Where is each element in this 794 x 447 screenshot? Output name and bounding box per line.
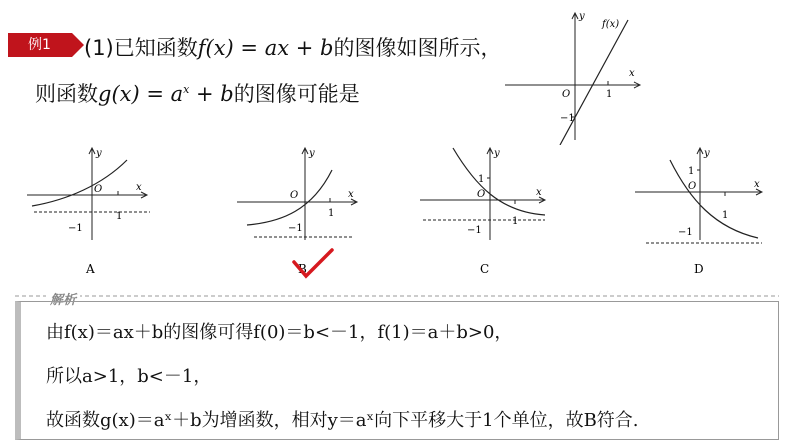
option-b-x-label: x	[348, 189, 354, 200]
option-d-x-label: x	[754, 179, 760, 190]
option-c-tick-neg1: −1	[467, 225, 482, 236]
option-a-tick-neg1: −1	[68, 223, 83, 234]
question-line-1: (1)已知函数f(x) = ax + b的图像如图所示，	[84, 36, 502, 60]
given-tick-1: 1	[606, 89, 613, 100]
option-b-tick-neg1: −1	[288, 223, 303, 234]
option-d-tick-neg1: −1	[678, 227, 693, 238]
solution-line-1: 由f(x)＝ax＋b的图像可得f(0)＝b<－1，f(1)＝a＋b>0，	[46, 322, 513, 343]
solution-line-2: 所以a>1，b<－1，	[46, 366, 212, 387]
example-tag: 例1	[8, 33, 72, 57]
option-b-tick-1: 1	[328, 208, 335, 219]
option-b-letter: B	[298, 262, 307, 276]
option-c-tick-1: 1	[512, 216, 519, 227]
option-a-x-label: x	[136, 182, 142, 193]
fx-expression: f(x) = ax + b	[197, 36, 334, 60]
option-d-letter: D	[694, 262, 704, 276]
option-d-origin: O	[688, 181, 697, 192]
option-d-tick-1: 1	[722, 210, 729, 221]
option-c-origin: O	[477, 189, 486, 200]
solution-label: 解析	[46, 289, 80, 308]
given-x-label: x	[629, 68, 635, 79]
given-origin: O	[562, 89, 571, 100]
solution-line-3: 故函数g(x)＝aˣ＋b为增函数，相对y＝aˣ向下平移大于1个单位，故B符合.	[46, 410, 639, 431]
option-d-graph	[630, 140, 770, 280]
option-b-graph	[232, 140, 367, 280]
option-c-tick-y1: 1	[478, 174, 485, 185]
option-c-graph	[415, 140, 555, 280]
option-c-x-label: x	[536, 187, 542, 198]
option-d-y-label: y	[704, 148, 710, 159]
option-a-letter: A	[86, 262, 95, 276]
option-c-y-label: y	[494, 148, 500, 159]
option-a-graph	[22, 140, 157, 280]
given-graph	[500, 5, 650, 145]
option-b-origin: O	[290, 190, 299, 201]
option-d-tick-y1: 1	[688, 166, 695, 177]
given-y-label: y	[579, 11, 585, 22]
given-func-label: f(x)	[602, 19, 620, 30]
given-tick-neg1: −1	[560, 113, 575, 124]
option-c-letter: C	[480, 262, 490, 276]
option-a-y-label: y	[96, 148, 102, 159]
option-a-tick-1: 1	[116, 211, 123, 222]
gx-expression: $g(x) = a^x + b$	[98, 82, 234, 106]
option-b-y-label: y	[309, 148, 315, 159]
option-a-origin: O	[94, 184, 103, 195]
question-line-2: 则函数$g(x) = a^x + b$的图像可能是	[35, 82, 360, 106]
